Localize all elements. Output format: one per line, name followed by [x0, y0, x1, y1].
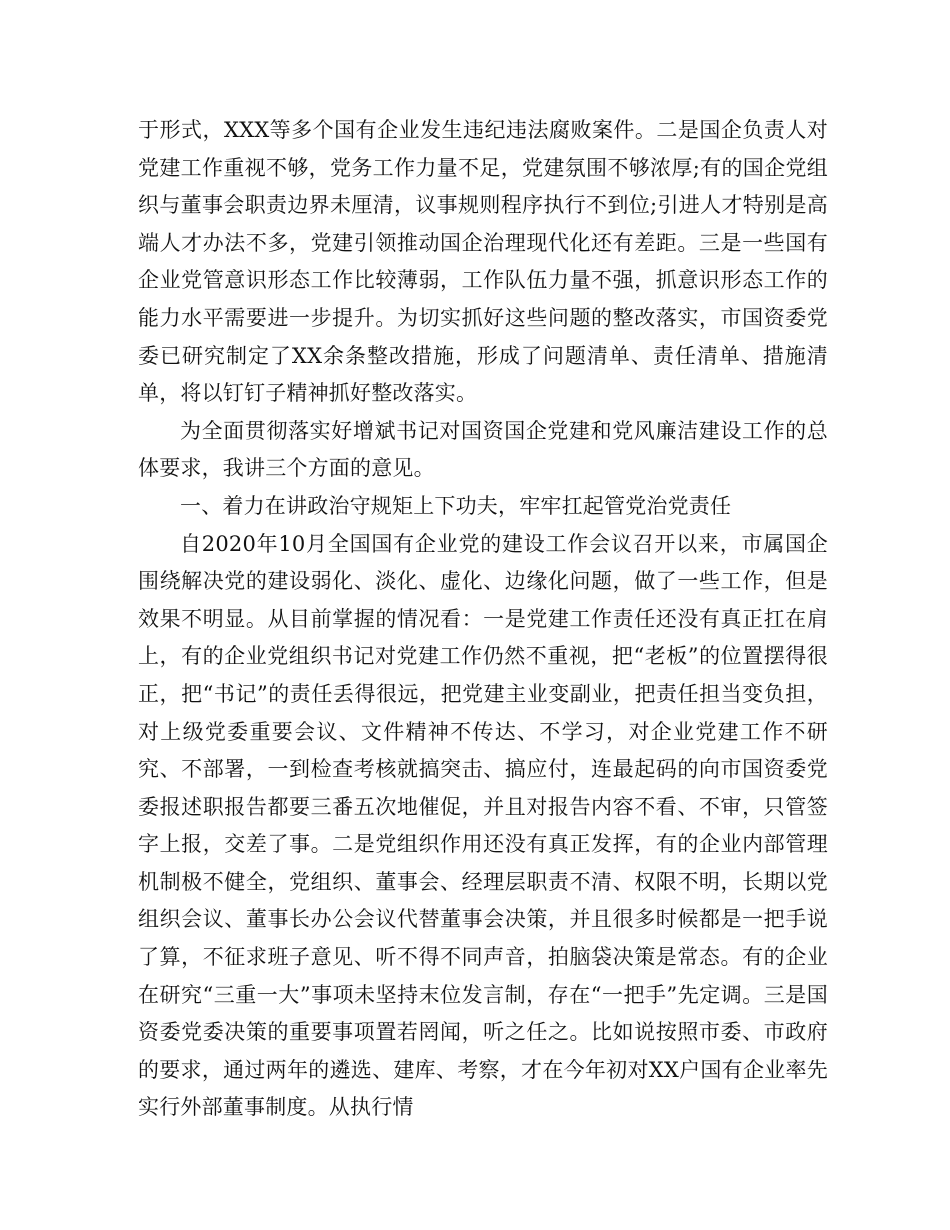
section-heading-1: 一、着力在讲政治守规矩上下功夫，牢牢扛起管党治党责任 [180, 493, 732, 518]
document-page [138, 112, 828, 1127]
paragraph-3: 自2020年10月全国国有企业党的建设工作会议召开以来，市属国企围绕解决党的建设弱化、淡化、虚化、边缘化问题，做了一些工作，但是效果不明显。从目前掌握的情况看：一是党建工作责任还没有真正扛在肩上，有的企业党组织书记对党建工作仍然不重视，把“老板”的位置摆得很正，把“书记”的责任丢得很远，把党建主业变副业，把责任担当变负担，对上级党委重要会议、文件精神不传达、不学习，对企业党建工作不研究、不部署，一到检查考核就搞突击、搞应付，连最起码的向市国资委党委报述职报告都要三番五次地催促，并且对报告内容不看、不审，只管签字上报，交差了事。二是党组织作用还没有真正发挥，有的企业内部管理机制极不健全，党组织、董事会、经理层职责不清、权限不明，长期以党组织会议、董事长办公会议代替董事会决策，并且很多时候都是一把手说了算，不征求班子意见、听不得不同声音，拍脑袋决策是常态。有的企业在研究“三重一大”事项未坚持末位发言制，存在“一把手”先定调。三是国资委党委决策的重要事项置若罔闻，听之任之。比如说按照市委、市政府的要求，通过两年的遴选、建库、考察，才在今年初对XX户国有企业率先实行外部董事制度。从执行情 [138, 531, 828, 1120]
paragraph-1: 于形式，XXX等多个国有企业发生违纪违法腐败案件。二是国企负责人对党建工作重视不够，党务工作力量不足，党建氛围不够浓厚;有的国企党组织与董事会职责边界未厘清，议事规则程序执行不到位;引进人才特别是高端人才办法不多，党建引领推动国企治理现代化还有差距。三是一些国有企业党管意识形态工作比较薄弱，工作队伍力量不强，抓意识形态工作的能力水平需要进一步提升。为切实抓好这些问题的整改落实，市国资委党委已研究制定了XX余条整改措施，形成了问题清单、责任清单、措施清单，将以钉钉子精神抓好整改落实。 [138, 118, 828, 406]
paragraph-2: 为全面贯彻落实好增斌书记对国资国企党建和党风廉洁建设工作的总体要求，我讲三个方面的意见。 [138, 418, 828, 481]
